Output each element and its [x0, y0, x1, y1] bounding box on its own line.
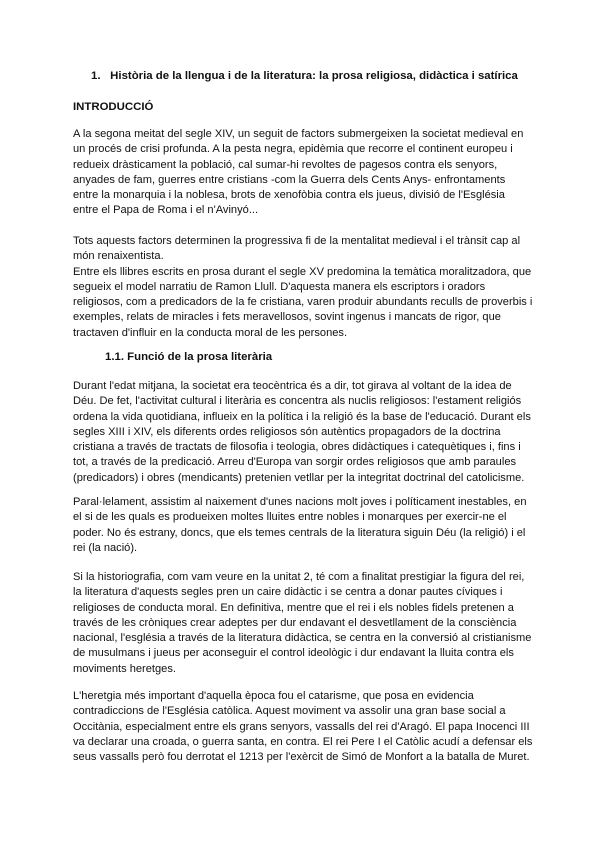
- section-number: 1.: [91, 70, 101, 82]
- paragraph-text: L'heretgia més important d'aquella època fou el catarisme, que posa en evidencia contradiccions de l'Església catòlica. Aquest moviment va assolir una gran base social a Occitània, especialment entre els grans senyors, vassalls del rei d'Aragó. El papa Inocenci III va declarar una croada, o guerra santa, en contra. El rei Pere I el Catòlic acudí a defensar els seus vassalls però fou derrotat el 1213 per l'exèrcit de Simó de Monfort a la batalla de Muret.: [73, 690, 533, 764]
- section-heading: [91, 70, 518, 82]
- paragraph: [73, 379, 533, 486]
- paragraph-text: Si la historiografia, com vam veure en la unitat 2, té com a finalitat prestigiar la figura del rei, la literatura d'aquests segles pren un caire didàctic i se centra a donar pautes cíviques i religioses de conducta moral. En definitiva, mentre que el rei i els nobles fidels pretenen a través de les cròniques crear adeptes per dur endavant el desvetllament de la consciència nacional, l'església a través de la literatura didàctica, se centra en la conversió al cristianisme de musulmans i jueus per aconseguir el control ideològic i dur endavant la lluita contra els moviments heretges.: [73, 571, 532, 675]
- paragraph: [73, 127, 533, 219]
- paragraph: [73, 234, 533, 341]
- paragraph: [73, 689, 533, 765]
- paragraph-text: Tots aquests factors determinen la progressiva fi de la mentalitat medieval i el trànsit cap al món renaixentista.: [73, 235, 521, 263]
- section-title: Història de la llengua i de la literatura: la prosa religiosa, didàctica i satírica: [110, 70, 518, 82]
- paragraph-text: A la segona meitat del segle XIV, un seguit de factors submergeixen la societat medieval en un procés de crisi profunda. A la pesta negra, epidèmia que recorre el continent europeu i redueix dràsticament la població, cal sumar-hi revoltes de pagesos contra els senyors, anyades de fam, guerres entre cristians -com la Guerra dels Cents Anys- enfrontaments entre la monarquia i la noblesa, brots de xenofòbia contra els jueus, divisió de l'Església entre el Papa de Roma i el n'Avinyó...: [73, 128, 524, 217]
- intro-title: INTRODUCCIÓ: [73, 101, 154, 113]
- paragraph-text: Entre els llibres escrits en prosa durant el segle XV predomina la temàtica moralitzadora, que segueix el model narratiu de Ramon Llull. D'aquesta manera els escriptors i oradors religiosos, com a predicadors de la fe cristiana, varen produir abundants reculls de proverbis i exemples, relats de miracles i fets meravellosos, sovint ingenus i mancats de rigor, que tractaven d'influir en la conducta moral de les persones.: [73, 265, 533, 339]
- paragraph: [73, 570, 533, 677]
- paragraph-text: Durant l'edat mitjana, la societat era teocèntrica és a dir, tot girava al voltant de la idea de Déu. De fet, l'activitat cultural i literària es concentra als nuclis religiosos: l'estament religiós ordena la vida quotidiana, influeix en la política i la religió és la base de l'educació. Durant els segles XIII i XIV, els diferents ordes religiosos són autèntics propagadors de la doctrina cristiana a través de tractats de filosofia i teologia, obres didàctiques i catequètiques i, fins i tot, a través de la predicació. Arreu d'Europa van sorgir ordes religiosos que amb paraules (predicadors) i obres (mendicants) pretenien vetllar per la integritat doctrinal del catolicisme.: [73, 380, 531, 484]
- paragraph: [73, 495, 533, 556]
- paragraph-text: Paral·lelament, assistim al naixement d'unes nacions molt joves i políticament inestables, en el si de les quals es produeixen moltes lluites entre nobles i monarques per exercir-ne el poder. No és estrany, doncs, que els temes centrals de la literatura siguin Déu (la religió) i el rei (la nació).: [73, 496, 527, 554]
- subsection-heading: 1.1. Funció de la prosa literària: [105, 351, 273, 363]
